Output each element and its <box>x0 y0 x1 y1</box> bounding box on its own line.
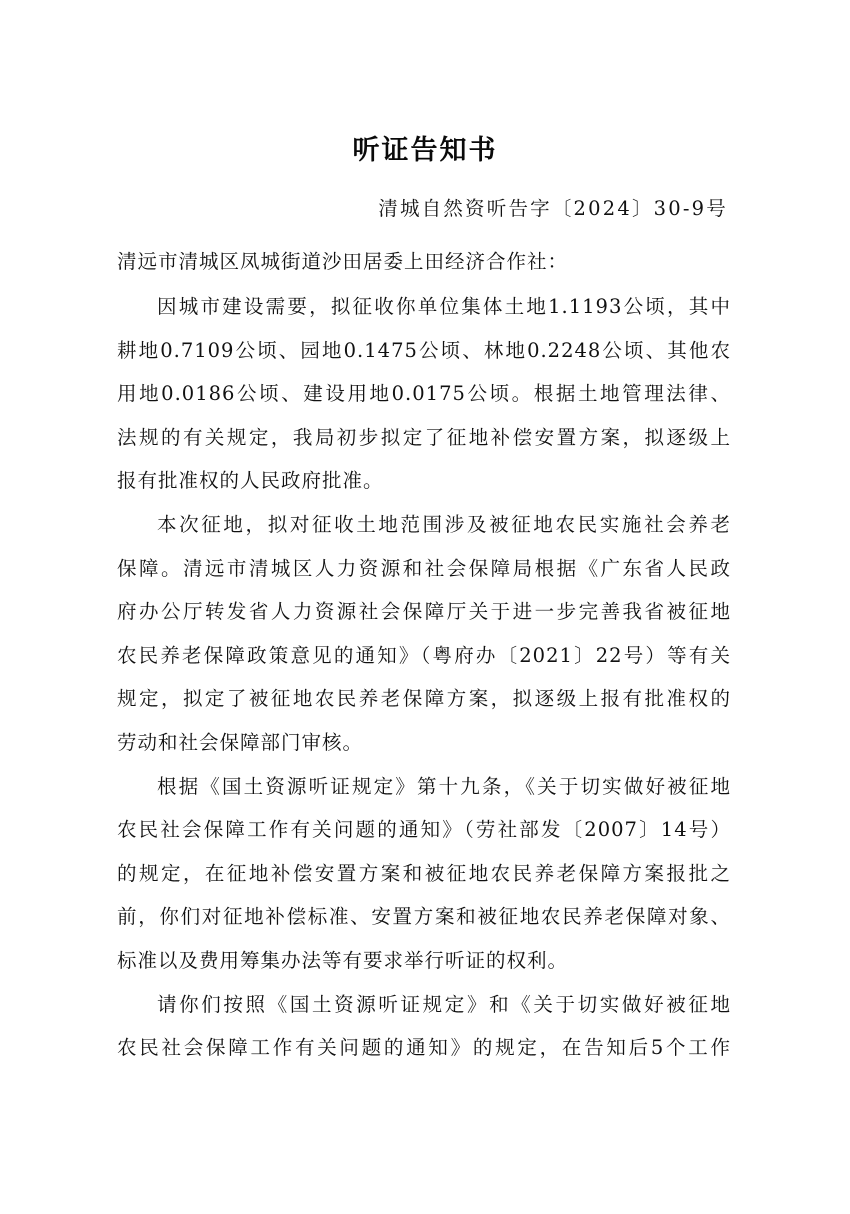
body-line: 农民养老保障政策意见的通知》（粤府办〔2021〕22号）等有关 <box>117 643 731 667</box>
body-line: 劳动和社会保障部门审核。 <box>117 731 364 754</box>
body-line: 请你们按照《国土资源听证规定》和《关于切实做好被征地 <box>157 992 731 1016</box>
body-line: 府办公厅转发省人力资源社会保障厅关于进一步完善我省被征地 <box>117 600 731 624</box>
body-line: 标准以及费用筹集办法等有要求举行听证的权利。 <box>117 949 569 972</box>
body-line: 规定，拟定了被征地农民养老保障方案，拟逐级上报有批准权的 <box>117 687 731 711</box>
body-line: 农民社会保障工作有关问题的通知》的规定，在告知后5个工作 <box>117 1036 731 1060</box>
body-line: 农民社会保障工作有关问题的通知》（劳社部发〔2007〕14号） <box>117 818 731 842</box>
document-title: 听证告知书 <box>352 135 498 166</box>
body-line: 报有批准权的人民政府批准。 <box>117 469 384 493</box>
body-line: 法规的有关规定，我局初步拟定了征地补偿安置方案，拟逐级上 <box>117 425 731 449</box>
body-line: 耕地0.7109公顷、园地0.1475公顷、林地0.2248公顷、其他农 <box>117 338 731 362</box>
body-line: 根据《国土资源听证规定》第十九条，《关于切实做好被征地 <box>157 774 731 798</box>
body-line: 保障。清远市清城区人力资源和社会保障局根据《广东省人民政 <box>117 556 731 580</box>
body-line: 用地0.0186公顷、建设用地0.0175公顷。根据土地管理法律、 <box>117 382 731 406</box>
body-line: 的规定，在征地补偿安置方案和被征地农民养老保障方案报批之 <box>117 861 731 885</box>
addressee: 清远市清城区凤城街道沙田居委上田经济合作社： <box>117 250 569 273</box>
body-line: 因城市建设需要，拟征收你单位集体土地1.1193公顷，其中 <box>157 295 731 318</box>
document-number: 清城自然资听告字〔2024〕30-9号 <box>378 197 728 220</box>
body-line: 本次征地，拟对征收土地范围涉及被征地农民实施社会养老 <box>157 513 731 536</box>
body-line: 前，你们对征地补偿标准、安置方案和被征地农民养老保障对象、 <box>117 905 731 929</box>
